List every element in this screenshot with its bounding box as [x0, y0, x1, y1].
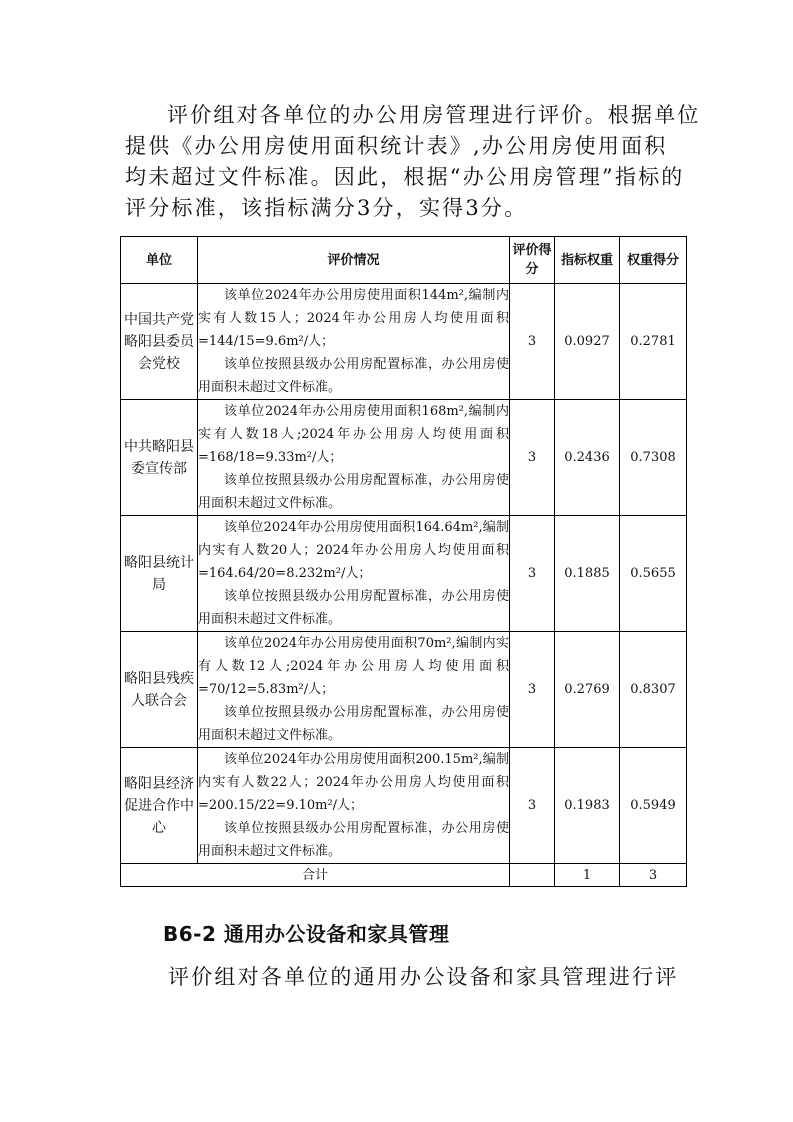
weight-cell: 0.2436: [555, 400, 620, 516]
desc-cell: [198, 748, 510, 864]
desc-cell: [198, 632, 510, 748]
unit-cell: 略阳县统计局: [121, 516, 198, 632]
total-row: [121, 864, 687, 887]
score-cell: 3: [510, 516, 555, 632]
desc-usage: 该单位2024年办公用房使用面积200.15m²,编制内实有人数22人；2024年办公用房人均使用面积=200.15/22=9.10m²/人；: [198, 752, 509, 813]
total-score: [510, 864, 555, 887]
weight-cell: 0.0927: [555, 284, 620, 400]
score-cell: 3: [510, 284, 555, 400]
header-weight: 指标权重: [555, 237, 620, 284]
total-weighted: 3: [620, 864, 687, 887]
score-cell: 3: [510, 400, 555, 516]
intro-line: 提供《办公用房使用面积统计表》,办公用房使用面积: [125, 134, 668, 158]
intro-line: 评分标准，该指标满分3分，实得3分。: [125, 196, 528, 220]
weighted-cell: 0.5655: [620, 516, 687, 632]
desc-cell: [198, 284, 510, 400]
desc-conclusion: 该单位按照县级办公用房配置标准，办公用房使用面积未超过文件标准。: [198, 589, 509, 627]
unit-cell: 中国共产党略阳县委员会党校: [121, 284, 198, 400]
desc-conclusion: 该单位按照县级办公用房配置标准，办公用房使用面积未超过文件标准。: [198, 821, 509, 859]
desc-cell: [198, 516, 510, 632]
section-paragraph: [168, 962, 679, 993]
header-weighted: 权重得分: [620, 237, 687, 284]
header-score: 评价得分: [510, 237, 555, 284]
weighted-cell: 0.5949: [620, 748, 687, 864]
desc-conclusion: 该单位按照县级办公用房配置标准，办公用房使用面积未超过文件标准。: [198, 357, 509, 395]
intro-line: 均未超过文件标准。因此，根据“办公用房管理”指标的: [125, 165, 685, 189]
table-row: [121, 632, 687, 748]
weighted-cell: 0.2781: [620, 284, 687, 400]
weight-cell: 0.1885: [555, 516, 620, 632]
desc-usage: 该单位2024年办公用房使用面积168m²,编制内实有人数18人;2024年办公用房人均使用面积=168/18=9.33m²/人；: [198, 404, 509, 465]
total-weight: 1: [555, 864, 620, 887]
header-desc: 评价情况: [198, 237, 510, 284]
unit-cell: 略阳县残疾人联合会: [121, 632, 198, 748]
weighted-cell: 0.8307: [620, 632, 687, 748]
total-label: 合计: [121, 864, 510, 887]
unit-cell: 略阳县经济促进合作中心: [121, 748, 198, 864]
desc-usage: 该单位2024年办公用房使用面积70m²,编制内实有人数12人;2024年办公用房人均使用面积=70/12=5.83m²/人；: [198, 636, 509, 697]
table-row: [121, 400, 687, 516]
header-unit: 单位: [121, 237, 198, 284]
score-cell: 3: [510, 632, 555, 748]
desc-conclusion: 该单位按照县级办公用房配置标准，办公用房使用面积未超过文件标准。: [198, 705, 509, 743]
weight-cell: 0.2769: [555, 632, 620, 748]
desc-cell: [198, 400, 510, 516]
evaluation-table: [120, 236, 687, 887]
table-header-row: [121, 237, 687, 284]
desc-usage: 该单位2024年办公用房使用面积164.64m²,编制内实有人数20人；2024年办公用房人均使用面积=164.64/20=8.232m²/人；: [198, 520, 509, 581]
unit-cell: 中共略阳县委宣传部: [121, 400, 198, 516]
intro-paragraph: [125, 100, 701, 224]
desc-conclusion: 该单位按照县级办公用房配置标准，办公用房使用面积未超过文件标准。: [198, 473, 509, 511]
weight-cell: 0.1983: [555, 748, 620, 864]
desc-usage: 该单位2024年办公用房使用面积144m²,编制内实有人数15人；2024年办公用房人均使用面积=144/15=9.6m²/人；: [198, 288, 509, 349]
table-row: [121, 748, 687, 864]
table-row: [121, 516, 687, 632]
section-line: 评价组对各单位的通用办公设备和家具管理进行评: [168, 965, 679, 989]
intro-line: 评价组对各单位的办公用房管理进行评价。根据单位: [167, 103, 701, 127]
section-heading: B6-2 通用办公设备和家具管理: [163, 922, 450, 946]
weighted-cell: 0.7308: [620, 400, 687, 516]
score-cell: 3: [510, 748, 555, 864]
table-row: [121, 284, 687, 400]
